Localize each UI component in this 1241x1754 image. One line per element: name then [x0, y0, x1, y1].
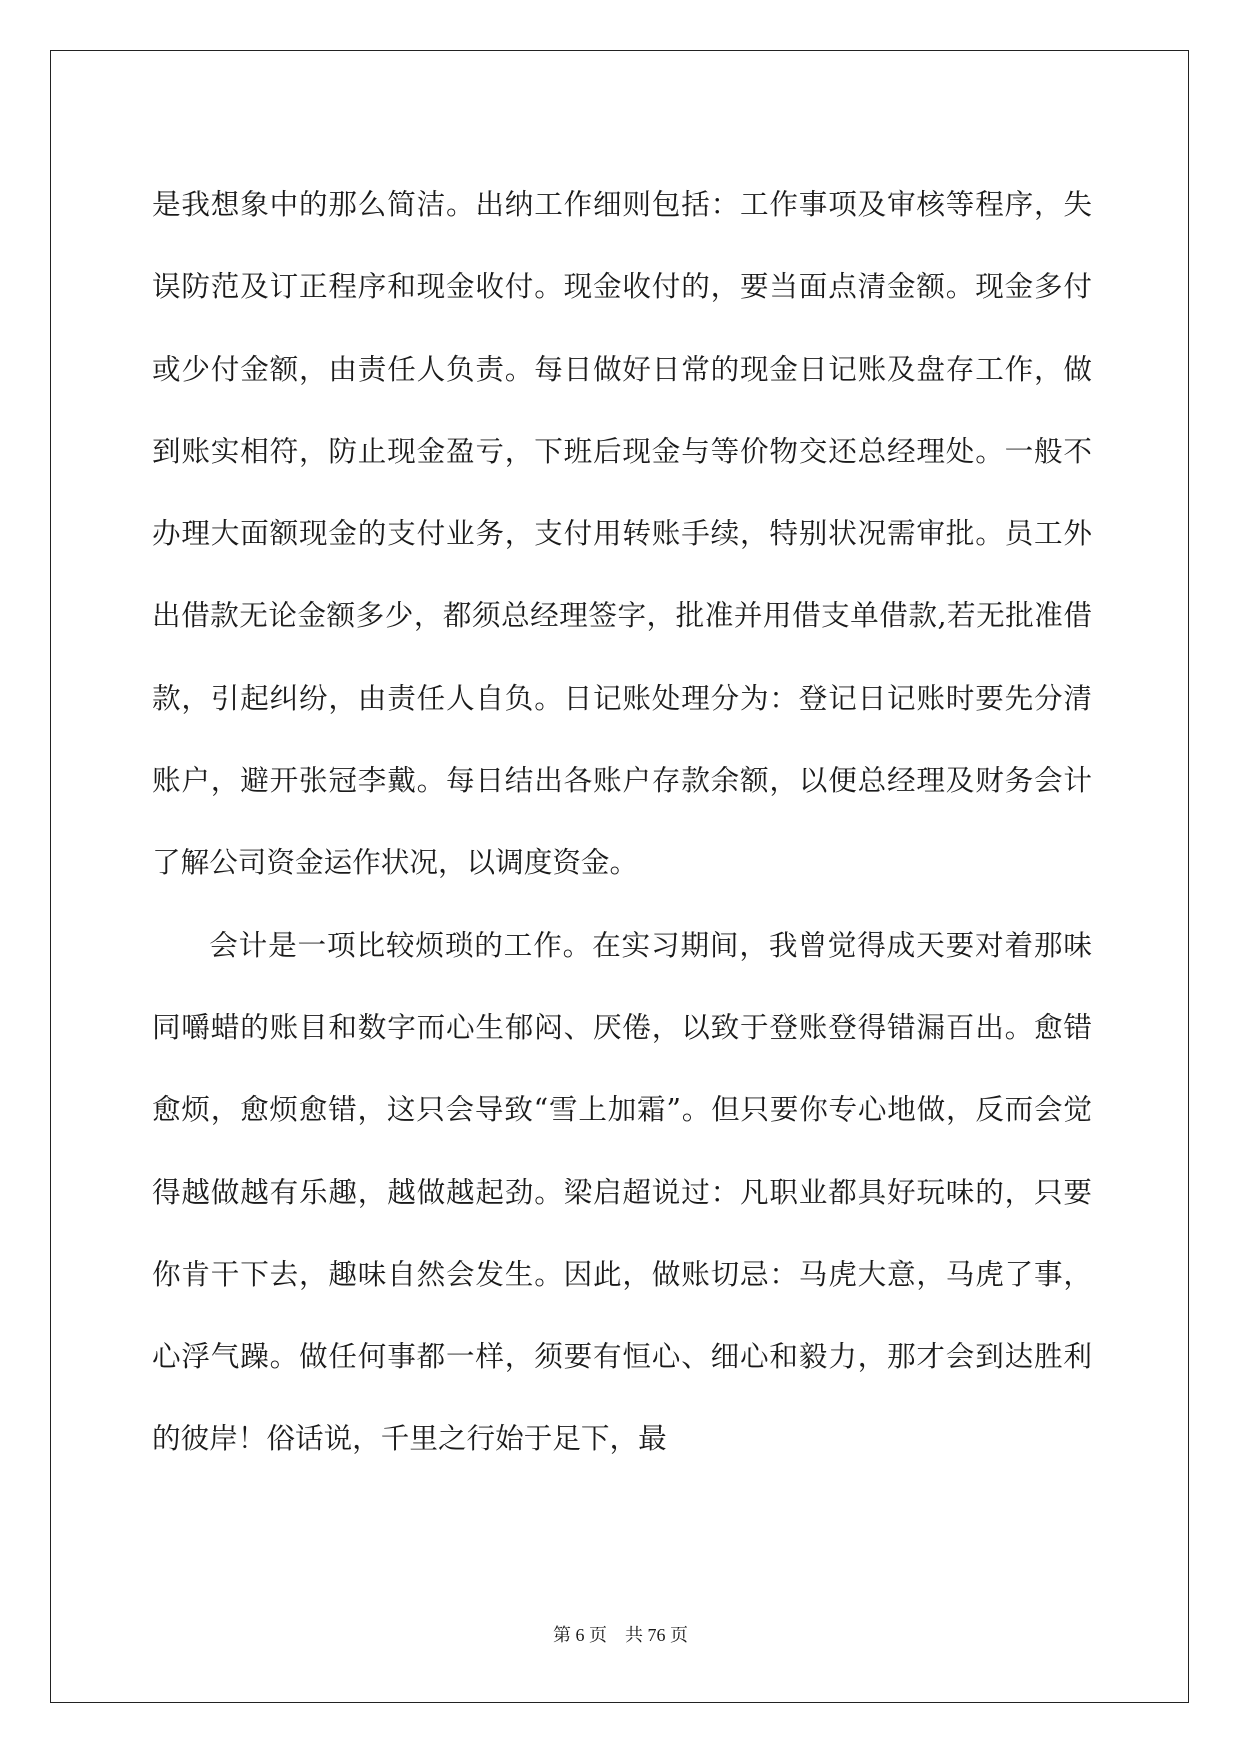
document-body [152, 163, 1092, 1480]
paragraph-1: 是我想象中的那么简洁。出纳工作细则包括：工作事项及审核等程序，失误防范及订正程序和现金收付。现金收付的，要当面点清金额。现金多付或少付金额，由责任人负责。每日做好日常的现金日记账及盘存工作，做到账实相符，防止现金盈亏，下班后现金与等价物交还总经理处。一般不办理大面额现金的支付业务，支付用转账手续，特别状况需审批。员工外出借款无论金额多少，都须总经理签字，批准并用借支单借款,若无批准借款，引起纠纷，由责任人自负。日记账处理分为：登记日记账时要先分清账户，避开张冠李戴。每日结出各账户存款余额，以便总经理及财务会计了解公司资金运作状况，以调度资金。 [152, 187, 1092, 880]
page-footer: 第 6 页 共 76 页 [553, 1625, 688, 1645]
paragraph-2: 会计是一项比较烦琐的工作。在实习期间，我曾觉得成天要对着那味同嚼蜡的账目和数字而心生郁闷、厌倦，以致于登账登得错漏百出。愈错愈烦，愈烦愈错，这只会导致“雪上加霜”。但只要你专心地做，反而会觉得越做越有乐趣，越做越起劲。梁启超说过：凡职业都具好玩味的，只要你肯干下去，趣味自然会发生。因此，做账切忌：马虎大意，马虎了事，心浮气躁。做任何事都一样，须要有恒心、细心和毅力，那才会到达胜利的彼岸！俗话说，千里之行始于足下，最 [152, 927, 1092, 1456]
